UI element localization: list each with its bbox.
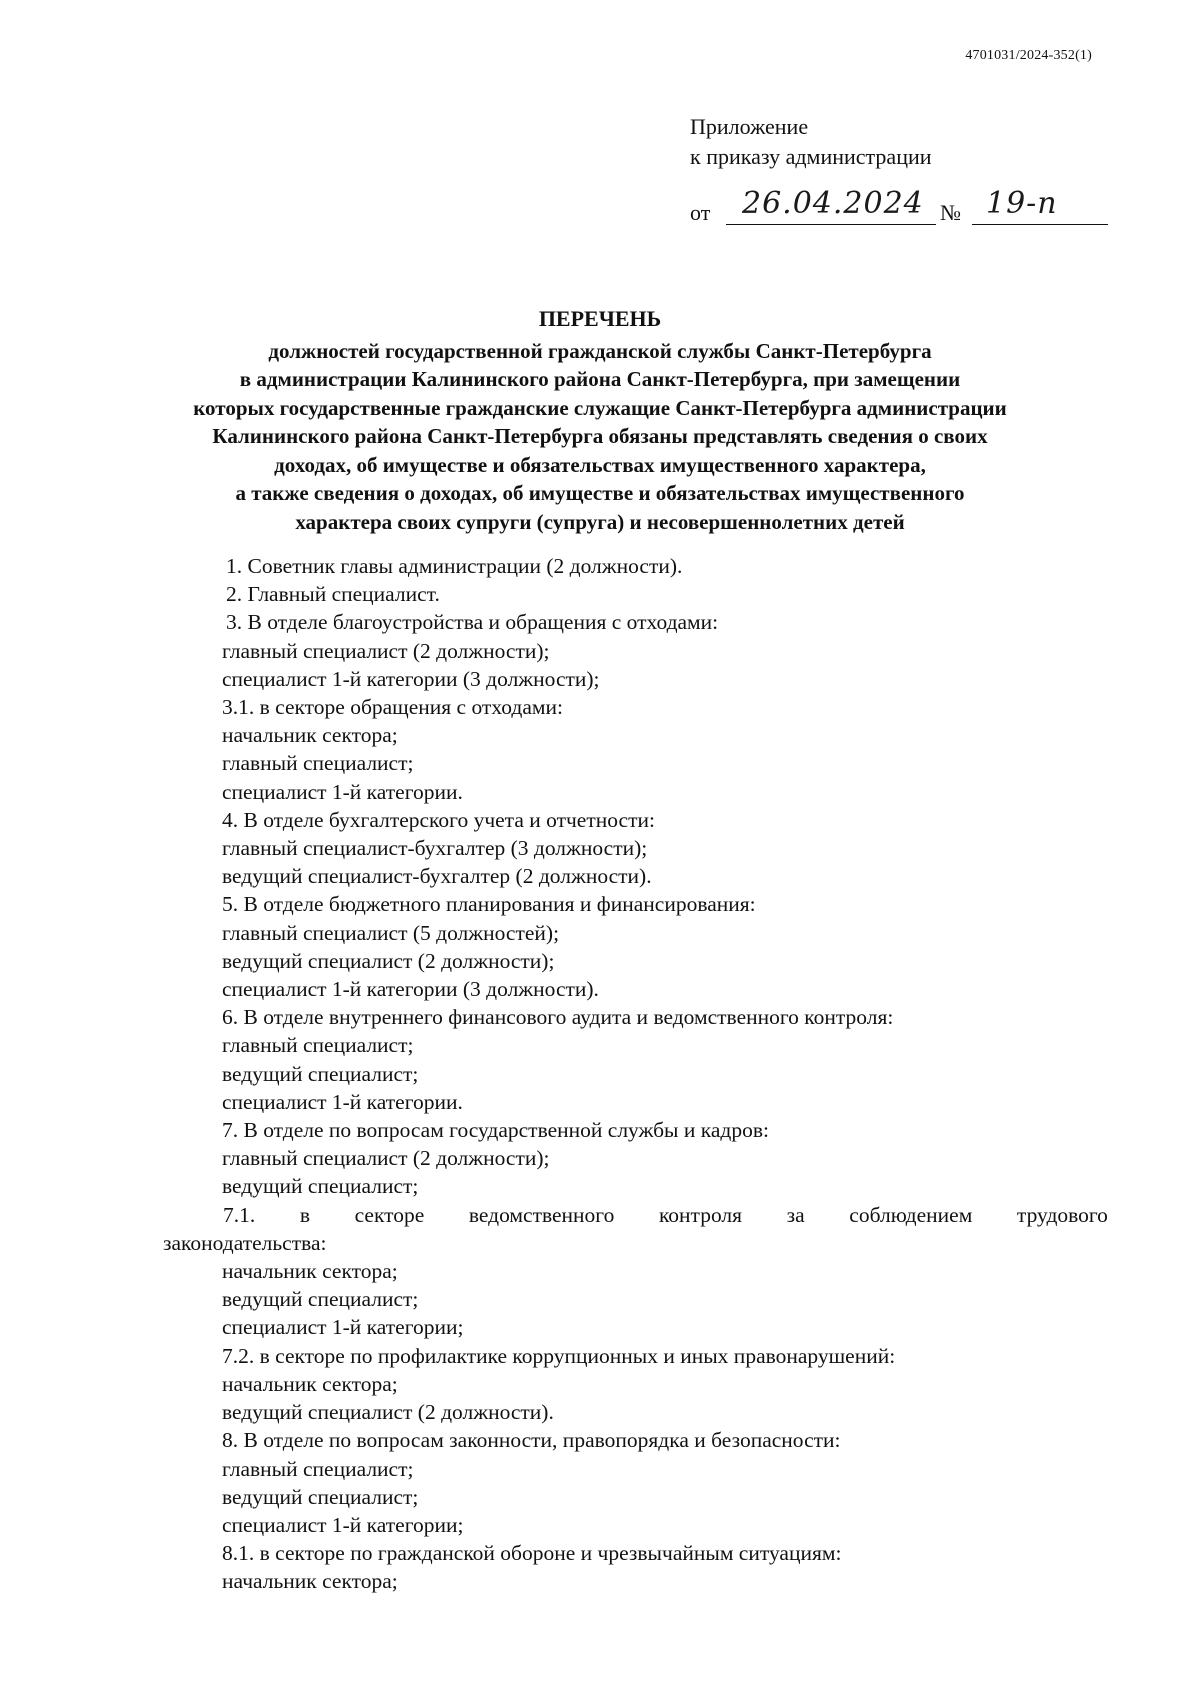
list-item: начальник сектора;: [222, 1259, 398, 1284]
list-item: специалист 1-й категории.: [222, 1089, 463, 1114]
word: секторе: [354, 1202, 425, 1227]
date-prefix: от: [690, 200, 711, 225]
list-item: специалист 1-й категории;: [222, 1315, 464, 1340]
list-item: ведущий специалист;: [222, 1061, 419, 1086]
list-item: 3. В отделе благоустройства и обращения с отходами:: [226, 610, 719, 635]
list-item: 4. В отделе бухгалтерского учета и отчетности:: [222, 807, 655, 832]
word: трудового: [1016, 1202, 1108, 1227]
list-item: специалист 1-й категории (3 должности).: [222, 977, 599, 1002]
order-date-field: [726, 186, 936, 225]
document-title: [150, 305, 1050, 536]
list-item: ведущий специалист (2 должности);: [222, 948, 555, 973]
list-item: ведущий специалист;: [222, 1287, 419, 1312]
list-item: начальник сектора;: [222, 723, 398, 748]
title-line: должностей государственной гражданской службы Санкт-Петербурга: [268, 338, 932, 363]
title-line: которых государственные гражданские служащие Санкт-Петербурга администрации: [193, 395, 1007, 420]
order-number-field: [972, 186, 1108, 225]
list-item: главный специалист;: [222, 751, 414, 776]
list-item: 8.1. в секторе по гражданской обороне и чрезвычайным ситуациям:: [222, 1541, 842, 1566]
title-line: Калининского района Санкт-Петербурга обязаны представлять сведения о своих: [212, 424, 988, 448]
order-date-handwritten: 26.04.2024: [742, 186, 924, 221]
word: в: [299, 1202, 310, 1227]
order-number-handwritten: 19-п: [986, 186, 1058, 221]
title-line: в администрации Калининского района Санкт-Петербурга, при замещении: [239, 367, 961, 391]
list-item: главный специалист (2 должности);: [222, 638, 550, 663]
list-item: специалист 1-й категории (3 должности);: [222, 666, 600, 691]
list-item: 6. В отделе внутреннего финансового аудита и ведомственного контроля:: [222, 1005, 894, 1030]
list-item: 8. В отделе по вопросам законности, правопорядка и безопасности:: [222, 1428, 841, 1453]
list-item: главный специалист;: [222, 1033, 414, 1058]
list-item: 7. В отделе по вопросам государственной службы и кадров:: [222, 1118, 769, 1143]
list-item: главный специалист (5 должностей);: [222, 920, 560, 945]
title-heading: ПЕРЕЧЕНЬ: [538, 306, 662, 331]
list-item: 7.2. в секторе по профилактике коррупционных и иных правонарушений:: [222, 1343, 896, 1368]
positions-list: [163, 552, 1108, 1596]
list-item: 5. В отделе бюджетного планирования и финансирования:: [222, 892, 756, 917]
list-item: ведущий специалист (2 должности).: [222, 1400, 554, 1425]
appendix-block: [690, 112, 932, 172]
title-line: доходах, об имуществе и обязательствах имущественного характера,: [274, 452, 926, 477]
list-item: 3.1. в секторе обращения с отходами:: [222, 695, 563, 720]
appendix-title: Приложение: [690, 114, 809, 139]
list-item: ведущий специалист;: [222, 1484, 419, 1509]
order-date-number-line: [690, 186, 1110, 230]
appendix-reference: к приказу администрации: [690, 144, 932, 169]
list-item: главный специалист (2 должности);: [222, 1146, 550, 1171]
list-item-justified: [163, 1201, 1108, 1229]
word: контроля: [658, 1202, 743, 1227]
list-item: главный специалист;: [222, 1456, 414, 1481]
title-line: характера своих супруги (супруга) и несовершеннолетних детей: [295, 509, 905, 534]
list-item: специалист 1-й категории.: [222, 779, 463, 804]
word: соблюдением: [849, 1202, 973, 1227]
word: ведомственного: [468, 1202, 615, 1227]
document-code: 4701031/2024-352(1): [965, 48, 1092, 63]
number-sign: №: [940, 200, 961, 225]
word: 7.1.: [223, 1202, 256, 1227]
list-item: специалист 1-й категории;: [222, 1512, 464, 1537]
list-item: ведущий специалист-бухгалтер (2 должности).: [222, 864, 652, 889]
list-item: законодательства:: [163, 1230, 327, 1255]
list-item: 1. Советник главы администрации (2 должности).: [226, 554, 683, 578]
word: за: [786, 1202, 805, 1227]
list-item: начальник сектора;: [222, 1371, 398, 1396]
title-line: а также сведения о доходах, об имуществе и обязательствах имущественного: [235, 481, 965, 505]
list-item: 2. Главный специалист.: [226, 582, 440, 607]
list-item: главный специалист-бухгалтер (3 должности);: [222, 836, 648, 861]
list-item: начальник сектора;: [222, 1569, 398, 1594]
list-item: ведущий специалист;: [222, 1174, 419, 1199]
